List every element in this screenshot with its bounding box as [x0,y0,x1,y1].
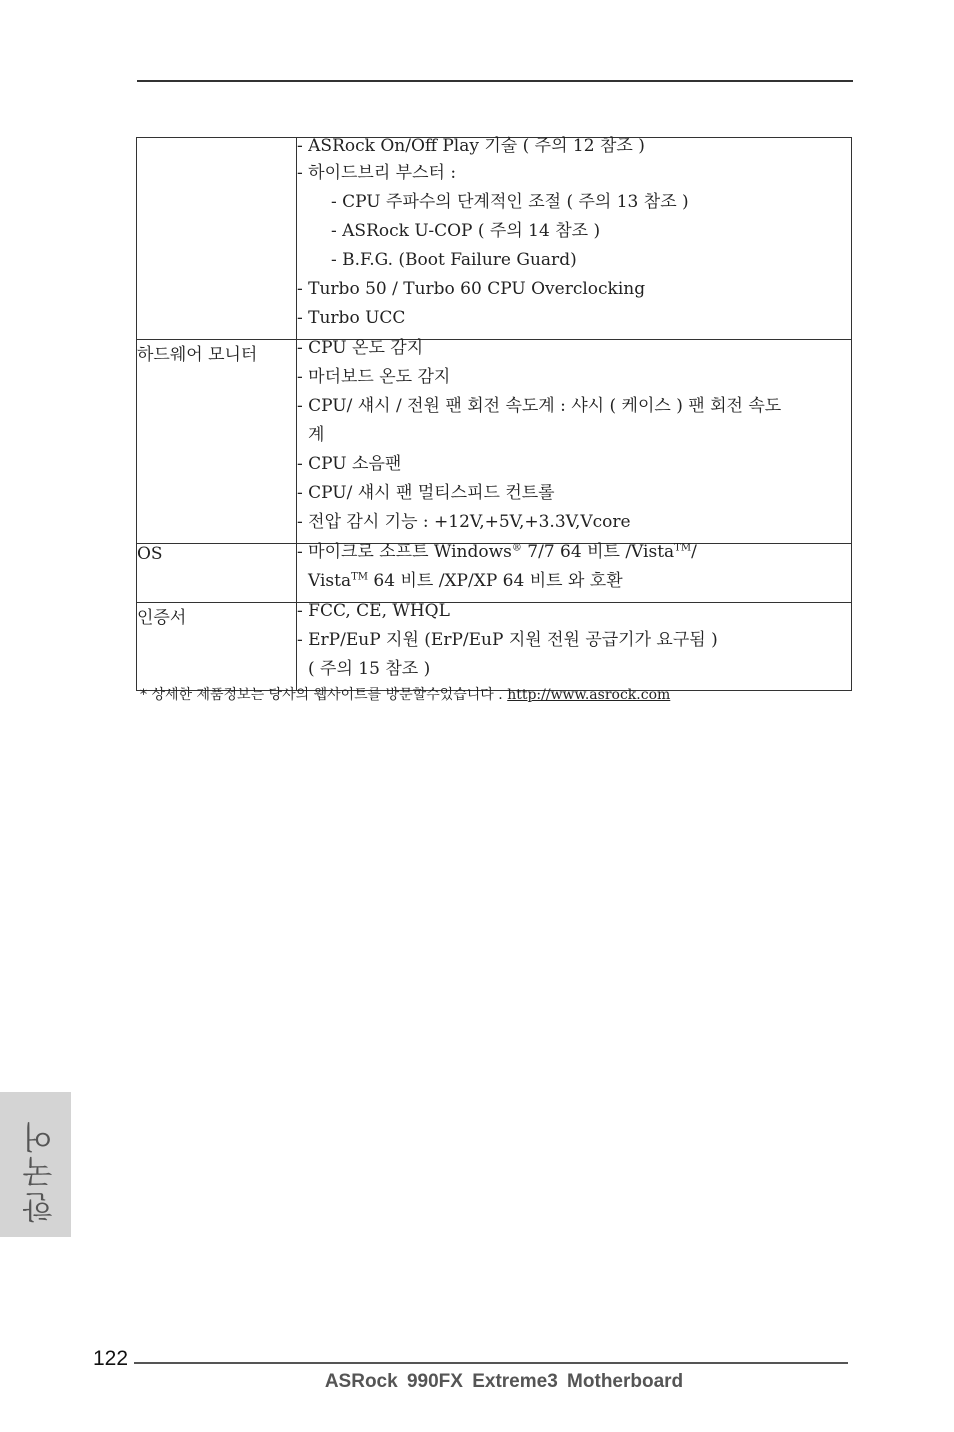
spec-line: 계 [308,425,325,445]
table-row [137,603,852,691]
os-line [297,573,851,602]
spec-line: - ASRock U-COP ( 주의 14 참조 ) [331,221,601,241]
os-text: 64 비트 /XP/XP 64 비트 와 호환 [368,571,623,591]
bottom-rule [134,1362,848,1364]
os-line [297,544,851,573]
footer-title: ASRock 990FX Extreme3 Motherboard [324,1371,684,1392]
row-label: OS [137,544,297,603]
row-items [297,603,852,691]
spec-line: - CPU/ 섀시 / 전원 팬 회전 속도계 : 샤시 ( 케이스 ) 팬 회전 속도 [297,396,782,416]
spec-line: - CPU 주파수의 단계적인 조절 ( 주의 13 참조 ) [331,192,689,212]
spec-line: - Turbo UCC [297,308,406,328]
table-row [137,138,852,340]
row-label: 인증서 [137,603,297,691]
spec-line: - FCC, CE, WHQL [297,601,450,621]
row-label [137,138,297,340]
spec-line: - CPU 소음팬 [297,454,402,474]
row-items [297,340,852,544]
spec-table [136,137,852,691]
row-items [297,138,852,340]
trademark-mark: TM [351,571,369,583]
spec-line: - ErP/EuP 지원 (ErP/EuP 지원 전원 공급기가 요구됨 ) [297,630,718,650]
spec-line: - 마더보드 온도 감지 [297,367,451,387]
row-items [297,544,852,603]
page-number: 122 [93,1347,129,1370]
spec-line: - ASRock On/Off Play 기술 ( 주의 12 참조 ) [297,136,645,156]
spec-line: - Turbo 50 / Turbo 60 CPU Overclocking [297,279,646,299]
spec-line: - CPU 온도 감지 [297,338,424,358]
spec-line: - B.F.G. (Boot Failure Guard) [331,250,577,270]
spec-line: - CPU/ 섀시 팬 멀티스피드 컨트롤 [297,483,555,503]
registered-mark: ® [511,542,522,554]
trademark-mark: TM [674,542,692,554]
spec-line: ( 주의 15 참조 ) [308,659,431,679]
spec-line: - 전압 감시 기능 : +12V,+5V,+3.3V,Vcore [297,512,631,532]
footnote [140,684,670,704]
row-label: 하드웨어 모니터 [137,340,297,544]
os-text: - 마이크로 소프트 Windows [297,542,512,562]
table-row [137,544,852,603]
os-text: / [691,542,697,562]
table-row [137,340,852,544]
website-link[interactable]: http://www.asrock.com [507,687,671,703]
language-side-tab [0,1092,71,1237]
os-text: 7/7 64 비트 /Vista [521,542,675,562]
footnote-text: * 상세한 제품정보는 당사의 웹사이트를 방문할수있습니다 . [140,687,508,703]
spec-line: - 하이드브리 부스터 : [297,163,457,183]
os-text: Vista [308,571,352,591]
language-label: 한국어 [23,1118,59,1223]
top-rule [137,80,853,82]
